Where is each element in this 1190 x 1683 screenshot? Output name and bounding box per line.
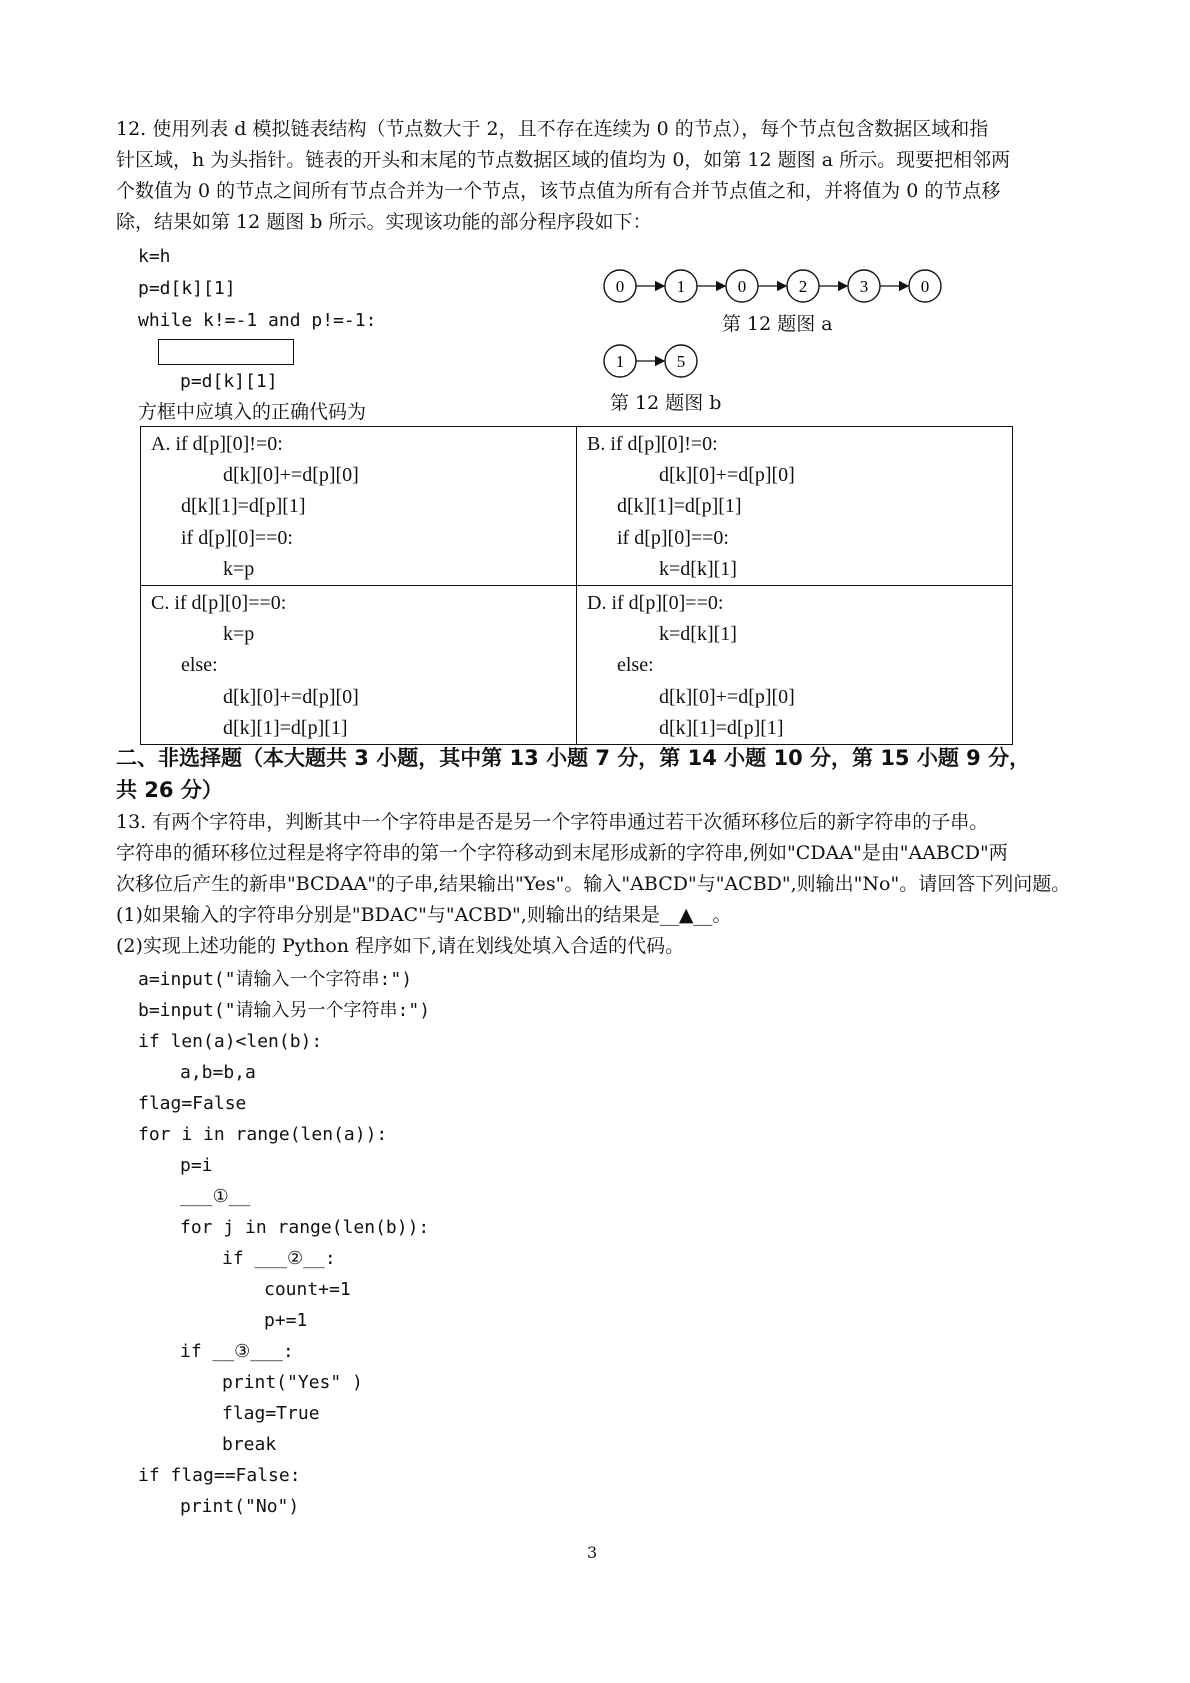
- figure-b-caption: 第 12 题图 b: [610, 392, 722, 414]
- q12-code-line: k=h: [138, 246, 171, 267]
- q12-code-line: p=d[k][1]: [138, 278, 236, 299]
- list-node-value: 3: [859, 277, 869, 296]
- q12-options-table: [140, 426, 1013, 745]
- option-line: A. if d[p][0]!=0:: [151, 433, 283, 455]
- q13-code-line: flag=True: [222, 1403, 320, 1424]
- list-node-value: 1: [615, 352, 625, 371]
- option-line: k=d[k][1]: [659, 623, 737, 646]
- q12-stem-line: 除，结果如第 12 题图 b 所示。实现该功能的部分程序段如下：: [116, 211, 652, 233]
- q13-code-line: print("Yes" ): [222, 1372, 363, 1393]
- q13-stem-line: 13. 有两个字符串，判断其中一个字符串是否是另一个字符串通过若干次循环移位后的新字符串的子串。: [116, 811, 989, 833]
- q13-code-line: a,b=b,a: [180, 1062, 256, 1083]
- list-node-value: 1: [676, 277, 686, 296]
- q13-code-line: if len(a)<len(b):: [138, 1031, 323, 1052]
- option-line: d[k][0]+=d[p][0]: [223, 464, 359, 487]
- q13-code-line: b=input("请输入另一个字符串:"): [138, 1000, 431, 1021]
- option-line: d[k][0]+=d[p][0]: [223, 685, 359, 708]
- blank-2[interactable]: if ___②__:: [222, 1248, 336, 1269]
- option-line: else:: [181, 654, 218, 677]
- q12-prompt: 方框中应填入的正确代码为: [138, 401, 367, 423]
- q13-stem-line: (1)如果输入的字符串分别是"BDAC"与"ACBD",则输出的结果是__▲__。: [116, 904, 732, 926]
- option-line: D. if d[p][0]==0:: [587, 592, 724, 615]
- q12-code-line: p=d[k][1]: [180, 371, 278, 392]
- q13-code-line: break: [222, 1434, 277, 1455]
- list-node-value: 2: [798, 277, 808, 296]
- q13-code-line: a=input("请输入一个字符串:"): [138, 969, 413, 990]
- q13-stem-line: 字符串的循环移位过程是将字符串的第一个字符移动到末尾形成新的字符串,例如"CDAA"是由"AABCD"两: [116, 842, 1008, 864]
- option-line: d[k][1]=d[p][1]: [223, 716, 348, 739]
- q12-stem-line: 个数值为 0 的节点之间所有节点合并为一个节点，该节点值为所有合并节点值之和，并将值为 0 的节点移: [116, 180, 1001, 202]
- q13-code-line: p+=1: [264, 1310, 308, 1331]
- q12-code-line: while k!=-1 and p!=-1:: [138, 310, 377, 331]
- section-title-line: 二、非选择题（本大题共 3 小题，其中第 13 小题 7 分，第 14 小题 10 分，第 15 小题 9 分，: [116, 746, 1031, 770]
- figure-a-linked-list: [600, 264, 960, 308]
- figure-a-caption: 第 12 题图 a: [722, 313, 833, 335]
- option-line: k=p: [223, 623, 255, 646]
- section-title: [116, 742, 1086, 806]
- q12-stem-line: 针区域，h 为头指针。链表的开头和末尾的节点数据区域的值均为 0，如第 12 题图 a 所示。现要把相邻两: [116, 149, 1011, 171]
- option-line: d[k][1]=d[p][1]: [659, 716, 784, 739]
- figure-b-linked-list: [600, 339, 710, 383]
- option-line: if d[p][0]==0:: [181, 526, 293, 549]
- q13-code-line: for j in range(len(b)):: [180, 1217, 430, 1238]
- list-node-value: 0: [615, 277, 625, 296]
- list-node-value: 0: [737, 277, 747, 296]
- q13-code-line: p=i: [180, 1155, 213, 1176]
- q13-stem-line: 次移位后产生的新串"BCDAA"的子串,结果输出"Yes"。输入"ABCD"与"ACBD",则输出"No"。请回答下列问题。: [116, 873, 1071, 895]
- option-line: d[k][0]+=d[p][0]: [659, 685, 795, 708]
- q12-stem: [116, 114, 1084, 238]
- q13-code-line: for i in range(len(a)):: [138, 1124, 388, 1145]
- q13-code-line: if flag==False:: [138, 1465, 301, 1486]
- list-node-value: 5: [676, 352, 686, 371]
- option-b[interactable]: [577, 427, 1013, 586]
- option-line: C. if d[p][0]==0:: [151, 592, 287, 615]
- option-line: d[k][0]+=d[p][0]: [659, 464, 795, 487]
- option-line: k=d[k][1]: [659, 557, 737, 580]
- blank-1[interactable]: ___①__: [180, 1186, 251, 1207]
- q12-stem-line: 12. 使用列表 d 模拟链表结构（节点数大于 2，且不存在连续为 0 的节点），每个节点包含数据区域和指: [116, 118, 989, 140]
- q13-code-line: count+=1: [264, 1279, 351, 1300]
- q13-stem: [116, 807, 1096, 962]
- q13-code-line: flag=False: [138, 1093, 247, 1114]
- option-line: else:: [617, 654, 654, 677]
- q13-code-line: print("No"): [180, 1496, 300, 1517]
- section-title-line: 共 26 分）: [116, 778, 223, 802]
- answer-blank-box: [158, 339, 294, 365]
- option-line: k=p: [223, 557, 255, 580]
- option-c[interactable]: [141, 586, 577, 745]
- option-a[interactable]: [141, 427, 577, 586]
- option-line: d[k][1]=d[p][1]: [181, 495, 306, 518]
- page-number: 3: [587, 1543, 598, 1562]
- option-d[interactable]: [577, 586, 1013, 745]
- q13-stem-line: (2)实现上述功能的 Python 程序如下,请在划线处填入合适的代码。: [116, 935, 685, 957]
- option-line: d[k][1]=d[p][1]: [617, 495, 742, 518]
- option-line: B. if d[p][0]!=0:: [587, 433, 718, 455]
- list-node-value: 0: [920, 277, 930, 296]
- option-line: if d[p][0]==0:: [617, 526, 729, 549]
- blank-3[interactable]: if __③___:: [180, 1341, 294, 1362]
